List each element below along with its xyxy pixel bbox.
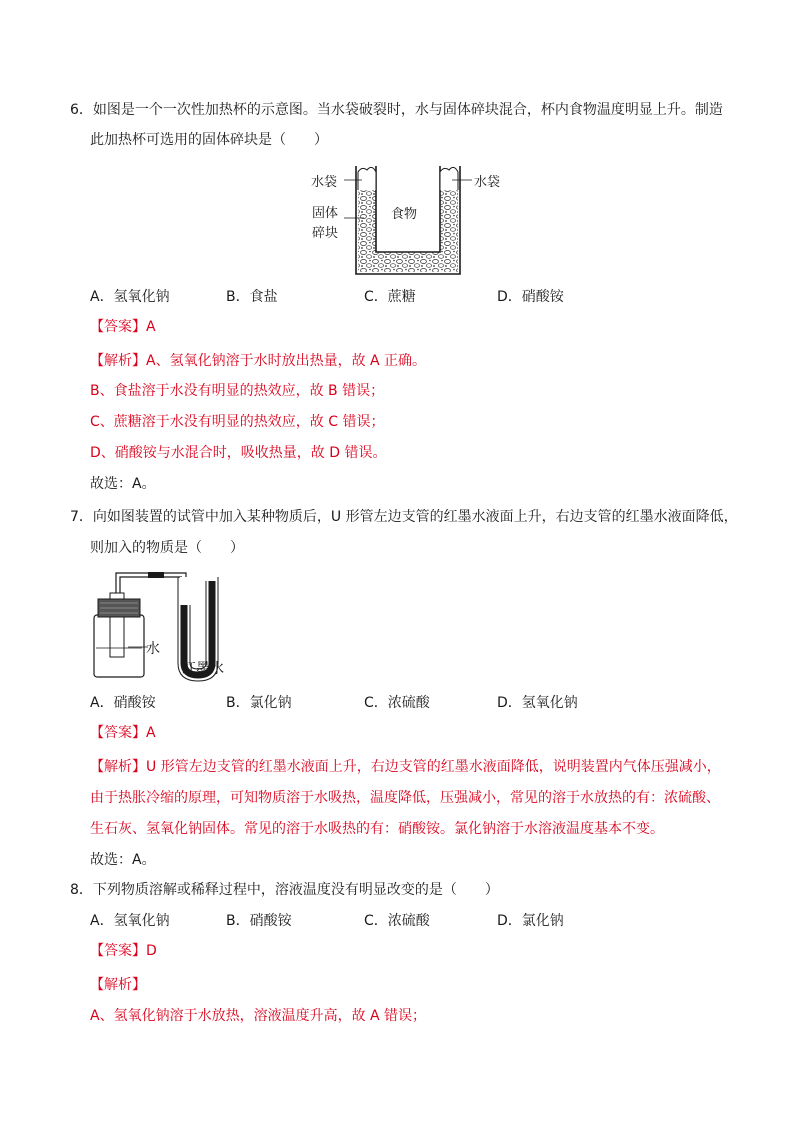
q6-option-d: D．硝酸铵 [497,289,564,305]
q6-analysis-2: B、食盐溶于水没有明显的热效应，故 B 错误； [90,383,385,399]
q8-analysis-header: 【解析】 [90,977,146,993]
solid-pieces [358,190,458,272]
q7-answer: 【答案】A [90,725,156,741]
q8-option-a: A．氢氧化钠 [90,913,170,929]
q8-answer: 【答案】D [90,943,157,959]
q7-stem-line1: 7．向如图装置的试管中加入某种物质后，U 形管左边支管的红墨水液面上升，右边支管的红墨水液面降低， [70,509,738,525]
q6-option-a: A．氢氧化钠 [90,289,170,305]
q7-u-tube-figure [88,563,248,683]
label-water-bag-left: 水袋 [311,175,338,190]
label-water-bag-right: 水袋 [474,175,501,190]
water-bag-right [440,167,458,190]
q7-analysis-3: 生石灰、氢氧化钠固体。常见的溶于水吸热的有：硝酸铵。氯化钠溶于水溶液温度基本不变。 [90,821,664,837]
q6-stem-line1: 6．如图是一个一次性加热杯的示意图。当水袋破裂时，水与固体碎块混合，杯内食物温度明显上升。制造 [70,102,723,118]
q6-option-b: B．食盐 [226,289,278,305]
water-bag-left [358,167,376,190]
q8-analysis-1: A、氢氧化钠溶于水放热，溶液温度升高，故 A 错误； [90,1008,427,1024]
label-food: 食物 [391,207,418,222]
q6-heating-cup-figure [300,160,520,280]
tube-clamp [148,572,164,578]
q6-analysis-1: 【解析】A、氢氧化钠溶于水时放出热量，故 A 正确。 [90,353,427,369]
q7-analysis-1: 【解析】U 形管左边支管的红墨水液面上升，右边支管的红墨水液面降低，说明装置内气体压强减小， [90,759,721,775]
q7-conclusion: 故选：A。 [90,852,156,868]
q6-option-c: C．蔗糖 [364,289,416,305]
q6-stem-line2: 此加热杯可选用的固体碎块是（ ） [90,132,328,148]
q6-conclusion: 故选：A。 [90,476,156,492]
q8-option-c: C．浓硫酸 [364,913,430,929]
q7-option-d: D．氢氧化钠 [497,695,578,711]
q7-stem-line2: 则加入的物质是（ ） [90,540,244,556]
label-water: 水 [146,641,160,657]
q7-option-b: B．氯化钠 [226,695,292,711]
q7-option-c: C．浓硫酸 [364,695,430,711]
q6-answer: 【答案】A [90,319,156,335]
test-bottle [94,615,144,677]
q8-option-b: B．硝酸铵 [226,913,292,929]
q8-option-d: D．氯化钠 [497,913,564,929]
q6-analysis-3: C、蔗糖溶于水没有明显的热效应，故 C 错误； [90,414,385,430]
q8-stem: 8．下列物质溶解或稀释过程中，溶液温度没有明显改变的是（ ） [70,882,499,898]
label-solid-2: 碎块 [312,226,339,241]
q7-analysis-2: 由于热胀冷缩的原理，可知物质溶于水吸热，温度降低，压强减小，常见的溶于水放热的有：浓硫酸、 [90,790,720,806]
label-red-ink: 红墨水 [182,661,224,677]
label-solid-1: 固体 [312,206,339,221]
q6-analysis-4: D、硝酸铵与水混合时，吸收热量，故 D 错误。 [90,445,387,461]
q7-option-a: A．硝酸铵 [90,695,156,711]
